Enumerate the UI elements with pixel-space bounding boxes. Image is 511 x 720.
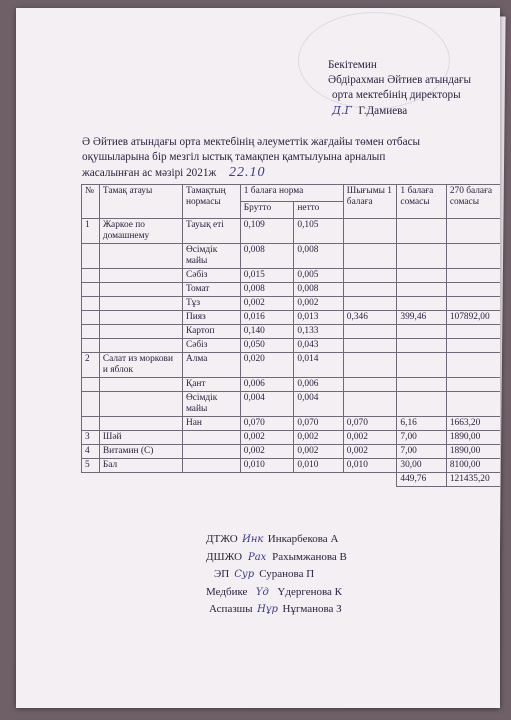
cell-cost1: [397, 339, 446, 353]
cell-brutto: 0,002: [240, 445, 294, 459]
approval-line-1: Әбдірахман Әйтиев атындағы: [328, 74, 472, 86]
cell-netto: 0,070: [294, 417, 343, 431]
cell-brutto: 0,002: [240, 431, 294, 445]
cell-dish: [99, 269, 182, 283]
heading-text: Ә Әйтиев атындағы орта мектебінің әлеуметтік жағдайы төмен отбасы оқушыларына бір мезгіл ыстық тамақпен қамтылуына арналып жасалынған ас мәзірі 2021ж: [82, 136, 421, 179]
table-row: [82, 431, 501, 445]
cell-ingredient: [182, 445, 240, 459]
signature-name: Үдергенова К: [277, 585, 342, 598]
table-row: [82, 378, 501, 392]
table-row: [82, 445, 501, 459]
signature-row: [206, 566, 347, 584]
cell-cost270: [446, 353, 500, 378]
table-row: [82, 311, 501, 325]
cell-netto: 0,010: [294, 459, 343, 473]
signature-row: [206, 601, 347, 619]
cell-cost270: [446, 219, 500, 244]
cell-cost1: [397, 219, 446, 244]
table-row: [82, 417, 501, 431]
cell-cost1: 7,00: [397, 431, 446, 445]
cell-netto: 0,105: [294, 219, 343, 244]
cell-dish: [99, 244, 182, 269]
approval-line-2: орта мектебінің директоры: [332, 89, 461, 101]
approval-title: Бекітемин: [328, 59, 377, 71]
cell-no: [82, 311, 100, 325]
cell-cost270: [446, 325, 500, 339]
table-row: [82, 339, 501, 353]
total-empty: [82, 473, 397, 487]
signature-row: [206, 531, 347, 549]
cell-dish: [99, 297, 182, 311]
cell-yield: [343, 283, 397, 297]
cell-yield: 0,002: [343, 431, 397, 445]
col-dish-header: Тамақ атауы: [99, 185, 182, 219]
document-page: [16, 8, 500, 708]
cell-brutto: 0,109: [240, 219, 294, 244]
cell-dish: Шәй: [99, 431, 182, 445]
cell-no: 1: [82, 219, 100, 244]
cell-yield: [343, 392, 397, 417]
cell-dish: [99, 339, 182, 353]
signature-name: Суранова П: [259, 568, 315, 580]
cell-ingredient: Пияз: [182, 311, 240, 325]
cell-yield: 0,070: [343, 417, 397, 431]
cell-ingredient: Тұз: [182, 297, 240, 311]
signature-role: ДШЖО: [206, 550, 243, 563]
cell-yield: [343, 378, 397, 392]
cell-cost1: 30,00: [397, 459, 446, 473]
table-row: [82, 353, 501, 378]
cell-yield: [343, 353, 397, 378]
cell-brutto: 0,008: [240, 244, 294, 269]
cell-cost270: [446, 392, 500, 417]
cell-cost270: 107892,00: [446, 311, 500, 325]
col-norm-header: 1 балаға норма: [240, 185, 343, 202]
cell-dish: Жаркое по домашнему: [99, 219, 182, 244]
col-yield-header: Шығымы 1 балаға: [343, 185, 397, 219]
cell-yield: [343, 269, 397, 283]
approval-block: [328, 58, 471, 119]
signature-role: Аспазшы: [209, 603, 253, 615]
cell-brutto: 0,015: [240, 269, 294, 283]
cell-no: [82, 325, 100, 339]
cell-yield: 0,346: [343, 311, 397, 325]
table-row: [82, 325, 501, 339]
cell-no: [82, 417, 100, 431]
signature-name: Инкарбекова А: [267, 533, 339, 545]
cell-cost270: [446, 244, 500, 269]
table-row: [82, 392, 501, 417]
cell-cost1: 7,00: [397, 445, 446, 459]
cell-yield: [343, 339, 397, 353]
cell-netto: 0,005: [294, 269, 343, 283]
cell-netto: 0,043: [294, 339, 343, 353]
cell-cost1: [397, 269, 446, 283]
signature-role: ЭП: [214, 568, 230, 580]
col-brutto-header: Брутто: [240, 202, 294, 219]
cell-no: 4: [82, 445, 100, 459]
signature-scribble: Инк: [242, 534, 264, 545]
cell-cost270: 8100,00: [446, 459, 500, 473]
cell-yield: [343, 219, 397, 244]
signature-row: [206, 549, 347, 567]
cell-dish: [99, 325, 182, 339]
cell-no: [82, 283, 100, 297]
cell-ingredient: Өсімдік майы: [182, 392, 240, 417]
cell-dish: [99, 311, 182, 325]
signature-role: Медбике: [206, 585, 248, 598]
signature-scribble: Нұр: [257, 604, 278, 615]
cell-yield: [343, 325, 397, 339]
cell-ingredient: Тауық еті: [182, 219, 240, 244]
table-row: [82, 269, 501, 283]
cell-yield: 0,002: [343, 445, 397, 459]
cell-dish: Салат из моркови и яблок: [99, 353, 182, 378]
signature-name: Нұгманова З: [282, 603, 342, 615]
cell-brutto: 0,006: [240, 378, 294, 392]
cell-netto: 0,002: [294, 297, 343, 311]
cell-netto: 0,014: [294, 353, 343, 378]
cell-cost270: [446, 339, 500, 353]
cell-cost1: 6,16: [397, 417, 446, 431]
cell-yield: [343, 297, 397, 311]
cell-ingredient: Алма: [182, 353, 240, 378]
table-row: [82, 244, 501, 269]
cell-no: 3: [82, 431, 100, 445]
cell-cost270: 1890,00: [446, 445, 500, 459]
table-row: [82, 459, 501, 473]
cell-cost1: [397, 353, 446, 378]
cell-ingredient: Өсімдік майы: [182, 244, 240, 269]
cell-netto: 0,006: [294, 378, 343, 392]
cell-dish: [99, 378, 182, 392]
cell-netto: 0,133: [294, 325, 343, 339]
cell-cost1: [397, 378, 446, 392]
cell-ingredient: Қант: [182, 378, 240, 392]
document-heading: [82, 135, 442, 181]
cell-brutto: 0,050: [240, 339, 294, 353]
cell-cost1: [397, 297, 446, 311]
cell-no: [82, 269, 100, 283]
cell-ingredient: Картоп: [182, 325, 240, 339]
cell-no: [82, 297, 100, 311]
cell-cost270: 1663,20: [446, 417, 500, 431]
cell-brutto: 0,140: [240, 325, 294, 339]
cell-cost270: [446, 269, 500, 283]
cell-no: 5: [82, 459, 100, 473]
cell-brutto: 0,004: [240, 392, 294, 417]
cell-ingredient: [182, 459, 240, 473]
cell-dish: Витамин (С): [99, 445, 182, 459]
cell-cost270: [446, 378, 500, 392]
cell-cost270: [446, 283, 500, 297]
table-row: [82, 283, 501, 297]
director-signature: Д.Г: [332, 104, 352, 117]
cell-netto: 0,004: [294, 392, 343, 417]
cell-yield: 0,010: [343, 459, 397, 473]
cell-cost1: [397, 244, 446, 269]
cell-ingredient: Томат: [182, 283, 240, 297]
signature-role: ДТЖО: [206, 533, 238, 545]
cell-no: [82, 392, 100, 417]
cell-ingredient: [182, 431, 240, 445]
signature-scribble: Рах: [247, 551, 267, 563]
signatures-block: [206, 531, 347, 619]
table-row: [82, 219, 501, 244]
cell-dish: [99, 417, 182, 431]
cell-netto: 0,008: [294, 244, 343, 269]
cell-cost1: [397, 325, 446, 339]
cell-netto: 0,002: [294, 445, 343, 459]
col-no-header: №: [82, 185, 100, 219]
signature-scribble: Үд: [255, 586, 269, 598]
cell-cost270: 1890,00: [446, 431, 500, 445]
director-name: Г.Дамиева: [358, 105, 408, 117]
menu-table: [81, 184, 500, 487]
signature-scribble: Сур: [234, 569, 255, 580]
cell-brutto: 0,070: [240, 417, 294, 431]
cell-brutto: 0,002: [240, 297, 294, 311]
cell-ingredient: Сәбіз: [182, 269, 240, 283]
cell-dish: [99, 283, 182, 297]
cell-brutto: 0,008: [240, 283, 294, 297]
cell-brutto: 0,016: [240, 311, 294, 325]
cell-no: [82, 244, 100, 269]
total-cost270: 121435,20: [446, 473, 500, 487]
cell-yield: [343, 244, 397, 269]
cell-cost1: [397, 392, 446, 417]
cell-cost270: [446, 297, 500, 311]
cell-dish: [99, 392, 182, 417]
col-netto-header: нетто: [294, 202, 343, 219]
cell-brutto: 0,010: [240, 459, 294, 473]
signature-name: Рахымжанова В: [272, 550, 347, 563]
cell-dish: Бал: [99, 459, 182, 473]
table-row: [82, 297, 501, 311]
cell-no: [82, 378, 100, 392]
cell-no: [82, 339, 100, 353]
col-cost1-header: 1 балаға сомасы: [397, 185, 446, 219]
handwritten-date: 22.10: [229, 165, 266, 180]
signature-row: [206, 584, 347, 602]
cell-netto: 0,013: [294, 311, 343, 325]
cell-cost1: [397, 283, 446, 297]
cell-ingredient: Сәбіз: [182, 339, 240, 353]
header-row: [82, 185, 501, 202]
cell-no: 2: [82, 353, 100, 378]
cell-netto: 0,002: [294, 431, 343, 445]
total-cost1: 449,76: [397, 473, 446, 487]
col-ingredient-header: Тамақтың нормасы: [182, 185, 240, 219]
total-row: [82, 473, 501, 487]
cell-ingredient: Нан: [182, 417, 240, 431]
approval-signature-line: [328, 103, 471, 119]
col-cost270-header: 270 балаға сомасы: [446, 185, 500, 219]
cell-cost1: 399,46: [397, 311, 446, 325]
cell-netto: 0,008: [294, 283, 343, 297]
cell-brutto: 0,020: [240, 353, 294, 378]
